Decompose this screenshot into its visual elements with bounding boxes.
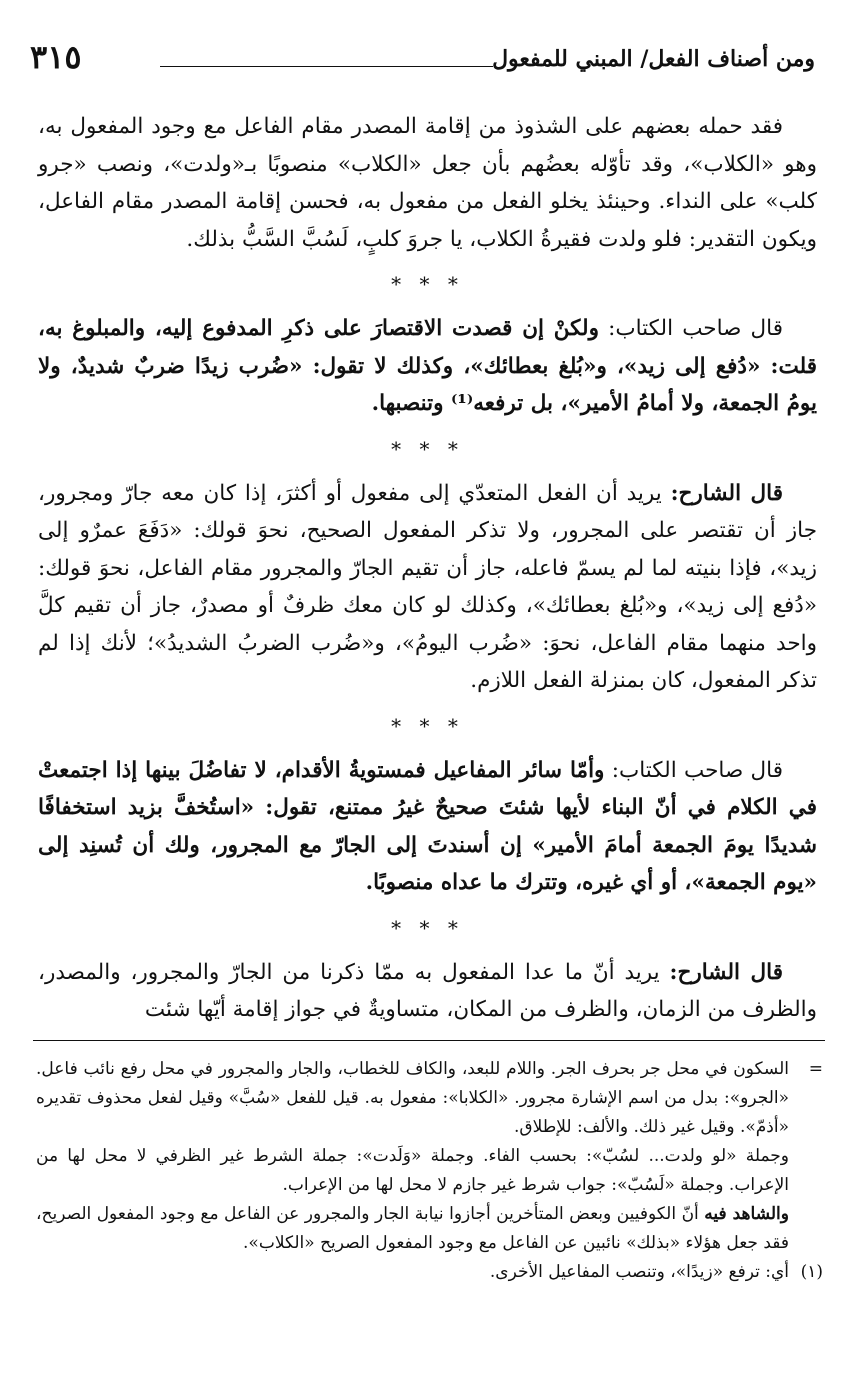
paragraph-3 bbox=[38, 475, 817, 700]
footnote-text: السكون في محل جر بحرف الجر. واللام للبعد، والكاف للخطاب، والجار والمجرور في محل رفع نائب فاعل. «الجرو»: بدل من اسم الإشارة مجرور. «الكلابا»: مفعول به. قيل للفعل «سُبَّ» وقيل لفعل محذوف تقديره «أذمّ». وقيل غير ذلك. والألف: للإطلاق. bbox=[36, 1059, 789, 1137]
footnote-number: (١) bbox=[800, 1262, 823, 1282]
header-rule bbox=[160, 66, 493, 67]
footnote-continuation-mark: = bbox=[808, 1059, 823, 1079]
main-text bbox=[38, 108, 817, 1029]
page-header bbox=[30, 40, 815, 80]
footnote-text: أنّ الكوفيين وبعض المتأخرين أجازوا نيابة الجار والمجرور عن الفاعل مع وجود المفعول الصريح، فقد جعل هؤلاء «بذلك» نائبين عن الفاعل مع وجود المفعول الصريح «الكلاب». bbox=[36, 1204, 789, 1253]
footnote-1 bbox=[36, 1258, 823, 1287]
footnote-text: وجملة «لو ولدت... لسُبّ»: بحسب الفاء. وجملة «وَلَدت»: جملة الشرط غير الظرفي لا محل لها من الإعراب. وجملة «لَسُبّ»: جواب شرط غير جازم لا محل لها من الإعراب. bbox=[36, 1146, 789, 1195]
section-separator: * * * bbox=[391, 436, 464, 461]
section-separator: * * * bbox=[391, 272, 464, 296]
paragraph-text: يريد أن الفعل المتعدّي إلى مفعول أو أكثرَ، إذا كان معه جارّ ومجرور، جاز أن تقتصر على المجرور، ولا تذكر المفعول الصحيح، نحوَ قولك: «دَفَعَ عمرٌو إلى زيد»، فإذا بنيته لما لم يسمّ فاعله، جاز أن تقيم الجارّ والمجرور مقام الفاعل، نحوَ قولك: «دُفع إلى زيد»، و«بُلغ بعطائك»، وكذلك لو كان معك ظرفٌ أو مصدرٌ، جاز أن تقيم كلَّ واحد منهما مقام الفاعل، نحوَ: «ضُرب اليومُ»، و«ضُرب الضربُ الشديدُ»؛ لأنك إذا لم تذكر المفعول، كان بمنزلة الفعل اللازم. bbox=[38, 480, 817, 693]
section-separator: * * * bbox=[391, 915, 464, 940]
speaker-label: قال الشارح: bbox=[669, 959, 783, 985]
paragraph-text: ولكنْ إن قصدت الاقتصارَ على ذكرِ المدفوع إليه، والمبلوغ به، قلت: «دُفع إلى زيد»، و«بُلغ بعطائك»، وكذلك لا تقول: «ضُرب زيدًا ضربٌ شديدٌ، ولا يومُ الجمعة، ولا أمامُ الأمير»، بل ترفعه⁽¹⁾ وتنصبها. bbox=[38, 316, 817, 416]
section-separator: * * * bbox=[391, 713, 464, 738]
footnotes bbox=[36, 1055, 823, 1287]
paragraph-text: وأمّا سائر المفاعيل فمستويةُ الأقدام، لا تفاضُلَ بينها إذا اجتمعتْ في الكلام في أنّ البناء لأيها شئتَ صحيحٌ غيرُ ممتنع، تقول: «استُخفَّ بزيد استخفافًا شديدًا يومَ الجمعة أمامَ الأمير» إن أسندتَ إلى الجارّ مع المجرور، ولك أن تُسنِد إلى «يوم الجمعة»، أو أي غيره، وتترك ما عداه منصوبًا. bbox=[38, 757, 817, 895]
footnote-continued-1 bbox=[36, 1055, 823, 1142]
paragraph-4 bbox=[38, 752, 817, 902]
speaker-label: قال صاحب الكتاب: bbox=[611, 757, 783, 783]
paragraph-text: يريد أنّ ما عدا المفعول به ممّا ذكرنا من الجارّ والمجرور، والمصدر، والظرف من الزمان، والظرف من المكان، متساويةٌ في جواز إقامة أيّها شئت bbox=[38, 959, 817, 1022]
footnote-continued-3 bbox=[36, 1200, 823, 1258]
paragraph-5 bbox=[38, 954, 817, 1029]
running-title: ومن أصناف الفعل/ المبني للمفعول bbox=[492, 46, 815, 72]
footnote-continued-2 bbox=[36, 1142, 823, 1200]
footnote-rule bbox=[33, 1040, 825, 1041]
footnote-lead: والشاهد فيه bbox=[704, 1204, 789, 1224]
speaker-label: قال صاحب الكتاب: bbox=[608, 316, 784, 341]
speaker-label: قال الشارح: bbox=[670, 480, 783, 506]
page-number: ٣١٥ bbox=[30, 38, 82, 76]
footnote-text: أي: ترفع «زيدًا»، وتنصب المفاعيل الأخرى. bbox=[489, 1262, 789, 1282]
paragraph-2 bbox=[38, 310, 817, 423]
paragraph-1: فقد حمله بعضهم على الشذوذ من إقامة المصدر مقام الفاعل مع وجود المفعول به، وهو «الكلاب»، وقد تأوّله بعضُهم بأن جعل «الكلاب» منصوبًا بـ«ولدت»، ونصب «جرو كلب» على النداء. وحينئذ يخلو الفعل من مفعول به، فحسن إقامة المصدر مقام الفاعل، ويكون التقدير: فلو ولدت فقيرةُ الكلاب، يا جروَ كلبٍ، لَسُبَّ السَّبُّ بذلك. bbox=[38, 114, 817, 252]
